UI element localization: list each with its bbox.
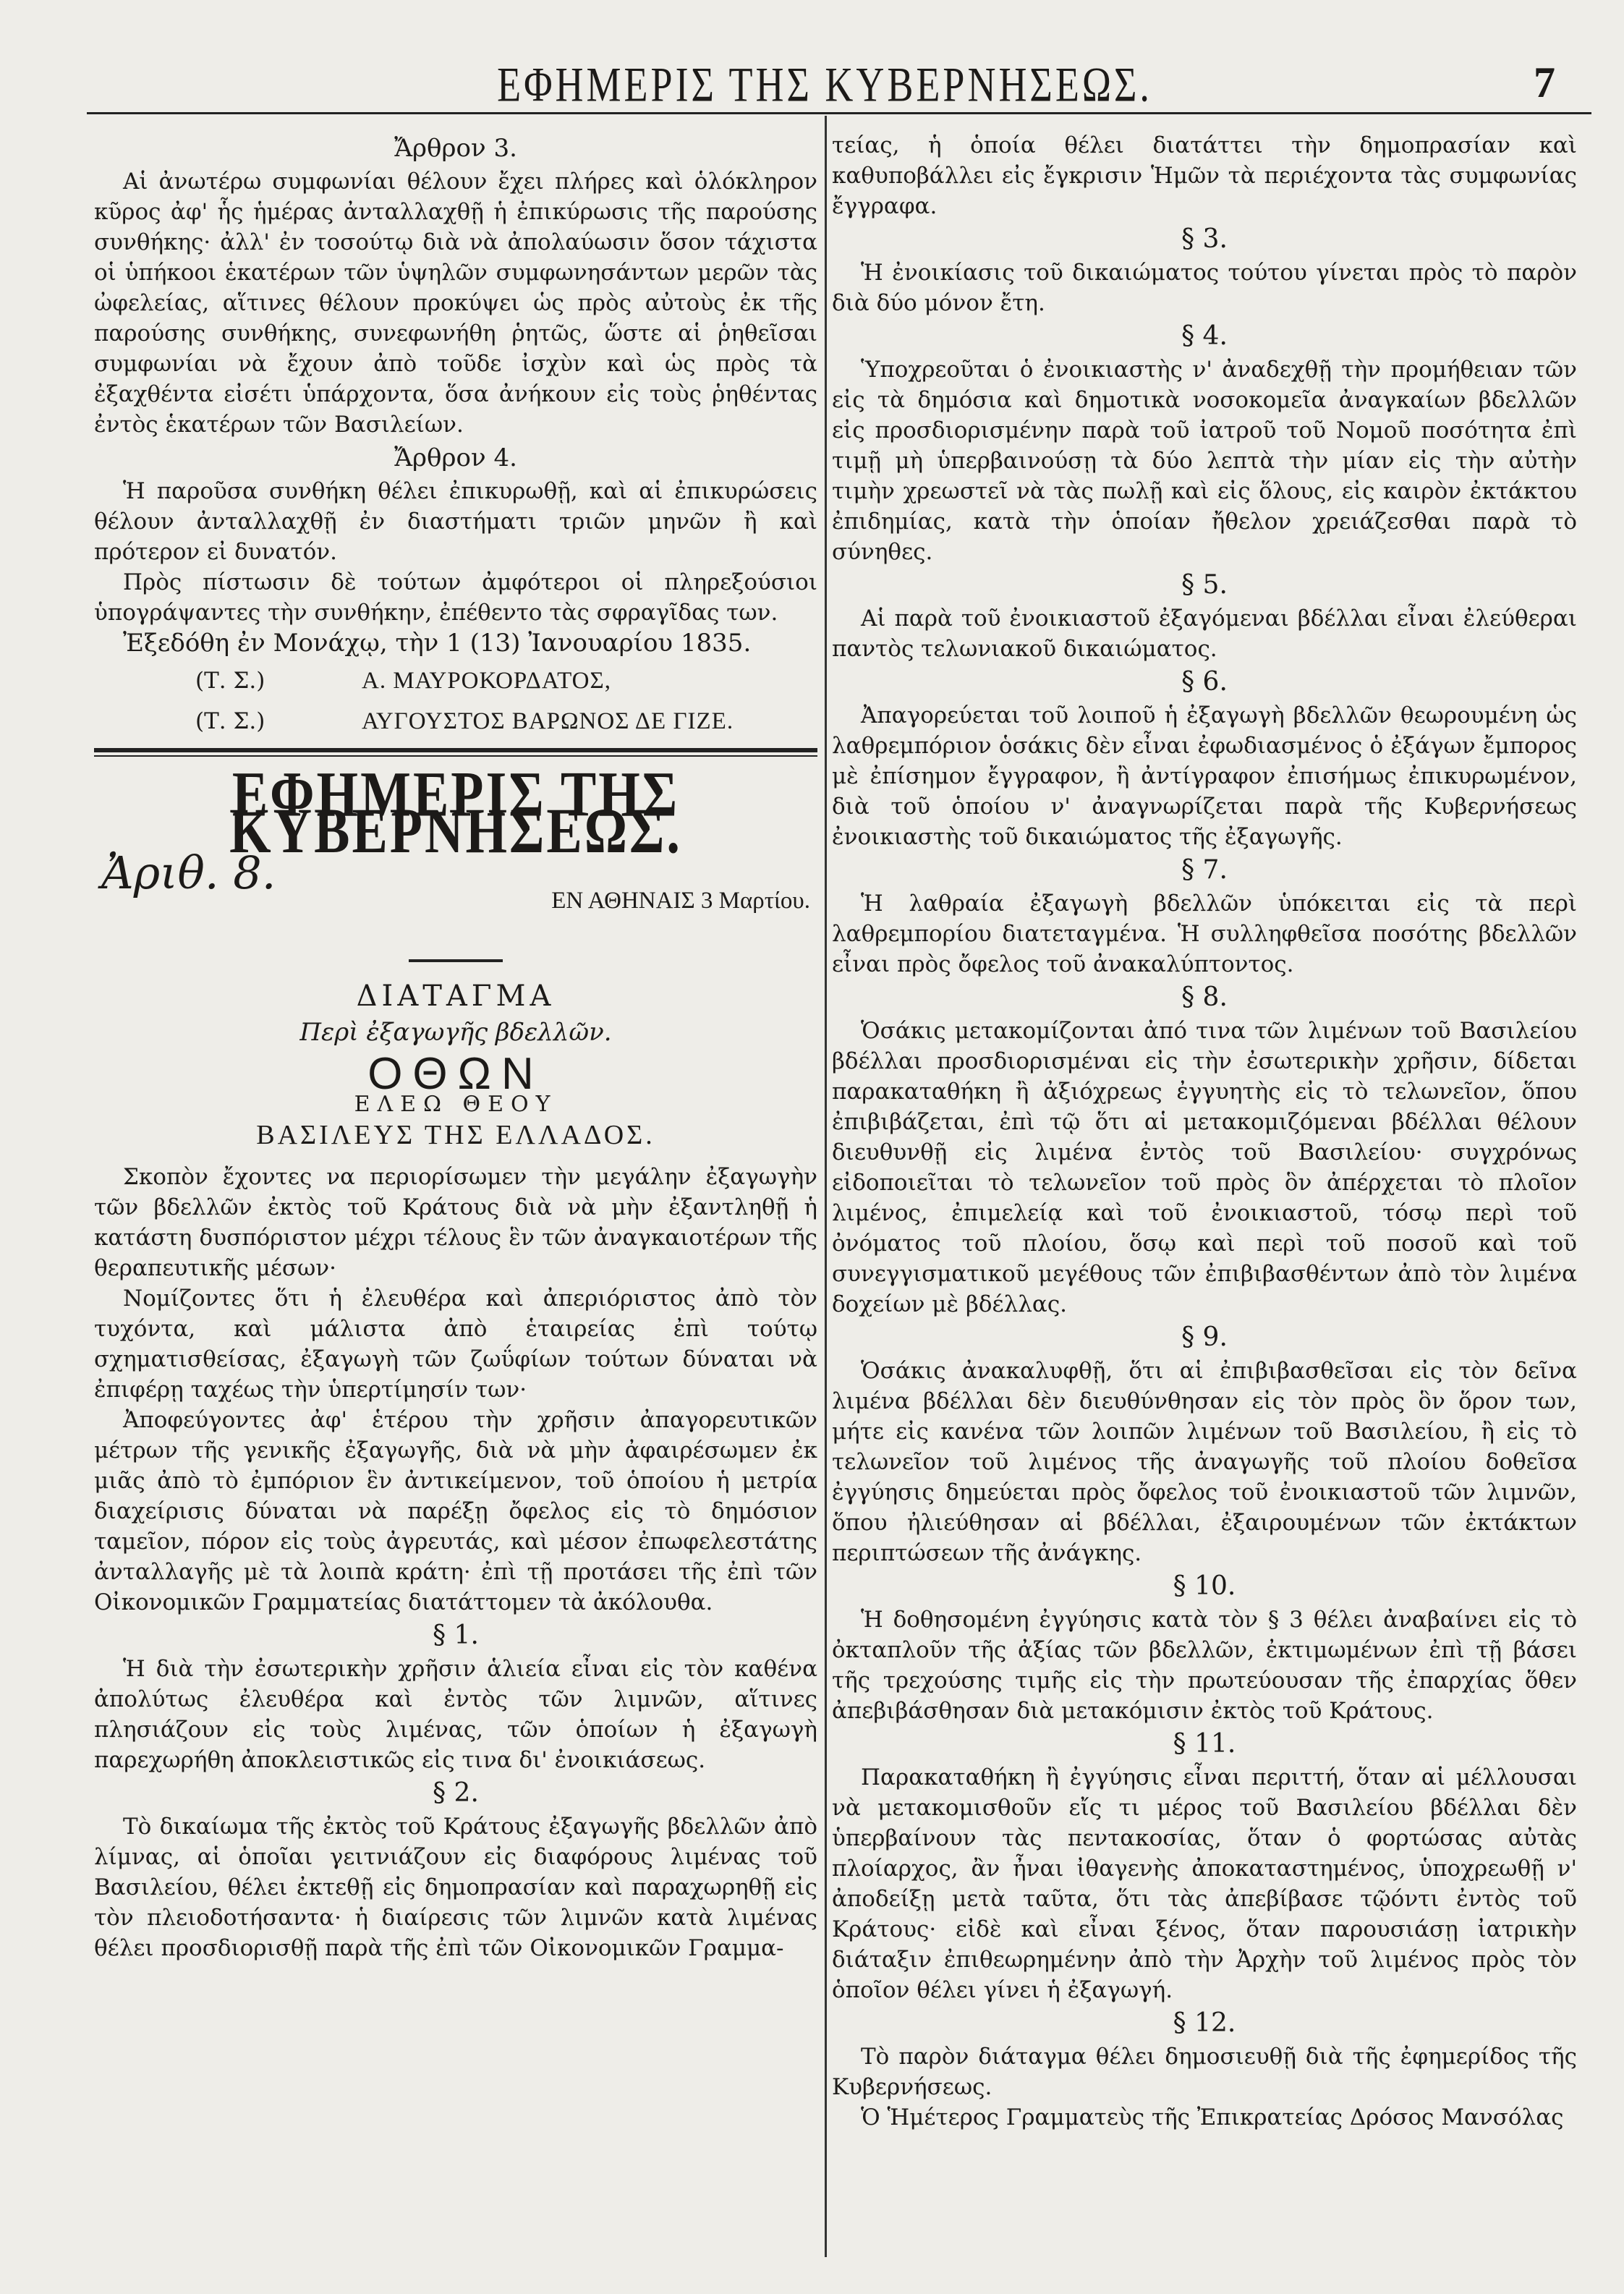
issue-row bbox=[94, 846, 817, 923]
section-4-heading: § 4. bbox=[1181, 321, 1228, 351]
decree-title: ΔΙΑΤΑΓΜΑ bbox=[356, 980, 556, 1013]
section-8-heading: § 8. bbox=[1181, 982, 1228, 1012]
section-6-text: Ἀπαγορεύεται τοῦ λοιποῦ ἡ ἐξαγωγὴ βδελλῶν θεωρουμένη ὡς λαθρεμπόριον ὁσάκις δὲν εἶναι ἐφωδιασμένος ὁ ἐξάγων ἔμπορος μὲ ἐπίσημον ἔγγραφον, ἢ ἀντίγραφον ἐπισήμως ἐπικυρωμένον, διὰ τοῦ ὁποίου ν' ἀναγνωρίζεται παρὰ τῆς Κυβερνήσεως ἐνοικιαστὴς τοῦ δικαιώματος τῆς ἐξαγωγῆς. bbox=[832, 702, 1577, 850]
article-3-text: Αἱ ἀνωτέρω συμφωνίαι θέλουν ἔχει πλήρες καὶ ὁλόκληρον κῦρος ἀφ' ἧς ἡμέρας ἀνταλλαχθῇ ἡ ἐπικύρωσις τῆς παρούσης συνθήκης· ἀλλ' ἐν τοσούτῳ διὰ νὰ ἀπολαύωσιν ὅσον τάχιστα οἱ ὑπήκοοι ἑκατέρων τῶν ὑψηλῶν συμφωνησάντων μερῶν τὰς ὠφελείας, αἵτινες θέλουν προκύψει ὡς πρὸς αὐτοὺς ἐκ τῆς παρούσης συνθήκης, συνεφωνήθη ῥητῶς, ὥστε αἱ ῥηθεῖσαι συμφωνίαι νὰ ἔχουν ἀπὸ τοῦδε ἰσχὺν καὶ ὡς πρὸς τὰ ἐξαχθέντα εἰσέτι ὑπάρχοντα, ὅσα ἀνήκουν εἰς τοὺς ῥηθέντας ἐντὸς ἑκατέρων τῶν Βασιλείων. bbox=[94, 169, 817, 438]
section-2-heading: § 2. bbox=[433, 1778, 479, 1808]
preamble-paragraph: Σκοπὸν ἔχοντες να περιορίσωμεν τὴν μεγάλην ἐξαγωγὴν τῶν βδελλῶν ἐκτὸς τοῦ Κράτους διὰ νὰ μὴν ἐξαντληθῇ ἡ κατάστη δυσπόριστον μέχρι τέλους ἓν τῶν ἀναγκαιοτέρων τῆς θεραπευτικῆς μέσων· bbox=[94, 1164, 817, 1281]
issue-place-date: ΕΝ ΑΘΗΝΑΙΣ 3 Μαρτίου. bbox=[551, 888, 810, 914]
section-separator-rule bbox=[94, 748, 817, 757]
preamble-paragraph: Νομίζοντες ὅτι ἡ ἐλευθέρα καὶ ἀπεριόριστος ἀπὸ τὸν τυχόντα, καὶ μάλιστα ἀπὸ ἑταιρείας ἐπὶ τούτῳ σχηματισθείσας, ἐξαγωγὴ τῶν ζωΰφίων τούτων δύναται νὰ ἐπιφέρῃ ταχέως τὴν ὑπερτίμησίν των· bbox=[94, 1286, 817, 1403]
signatory-name: Α. ΜΑΥΡΟΚΟΡΔΑΤΟΣ, bbox=[362, 668, 611, 694]
short-rule bbox=[409, 959, 503, 962]
section-9-heading: § 9. bbox=[1181, 1322, 1228, 1352]
article-3-heading: Ἄρθρον 3. bbox=[394, 134, 517, 163]
section-4-text: Ὑποχρεοῦται ὁ ἐνοικιαστὴς ν' ἀναδεχθῇ τὴν προμήθειαν τῶν εἰς τὰ δημόσια καὶ δημοτικὰ νοσοκομεῖα ἀναγκαίων βδελλῶν εἰς προσδιορισμένην παρὰ τοῦ ἰατροῦ τοῦ Νομοῦ ποσότητα ἐπὶ τιμῇ μὴ ὑπερβαινούσῃ τὰ δύο λεπτὰ τὴν μίαν εἰς τὴν αὐτὴν τιμὴν χρεωστεῖ νὰ τὰς πωλῇ καὶ εἰς ὅλους, εἰς καιρὸν ἐκτάκτου ἐπιδημίας, κατὰ τὴν ὁποίαν ἤθελον χρειάζεσθαι παρὰ τὸ σύνηθες. bbox=[832, 357, 1577, 565]
section-12-heading: § 12. bbox=[1173, 2008, 1236, 2038]
section-1-heading: § 1. bbox=[433, 1620, 479, 1650]
signature-row bbox=[94, 706, 817, 736]
attestation-text: Πρὸς πίστωσιν δὲ τούτων ἀμφότεροι οἱ πληρεξούσιοι ὑπογράψαντες τὴν συνθήκην, ἐπέθεντο τὰς σφραγῖδας των. bbox=[94, 569, 817, 626]
section-10-text: Ἡ δοθησομένη ἐγγύησις κατὰ τὸν § 3 θέλει ἀναβαίνει εἰς τὸ ὀκταπλοῦν τῆς ἀξίας τῶν βδελλῶν, ἐκτιμωμένων ἐπὶ τῇ βάσει τῆς τρεχούσης τιμῆς εἰς τὴν πρωτεύουσαν τῆς ἐπαρχίας ὅθεν ἀπεβιβάσθησαν διὰ μετακόμισιν ἐκτὸς τοῦ Κράτους. bbox=[832, 1607, 1577, 1724]
section-2-continuation: τείας, ἡ ὁποία θέλει διατάττει τὴν δημοπρασίαν καὶ καθυποβάλλει εἰς ἔγκρισιν Ἡμῶν τὰ περιέχοντα τὰς συμφωνίας ἔγγραφα. bbox=[832, 132, 1577, 219]
seal-mark: (Τ. Σ.) bbox=[195, 708, 265, 734]
king-name: ΟΘΩΝ bbox=[367, 1049, 544, 1099]
running-header-title: ΕΦΗΜΕΡΙΣ ΤΗΣ ΚΥΒΕΡΝΗΣΕΩΣ. bbox=[497, 57, 1152, 112]
king-title: ΒΑΣΙΛΕΥΣ ΤΗΣ ΕΛΛΑΔΟΣ. bbox=[256, 1120, 655, 1150]
newspaper-masthead: ΕΦΗΜΕΡΙΣ ΤΗΣ ΚΥΒΕΡΝΗΣΕΩΣ. bbox=[229, 759, 682, 867]
section-3-text: Ἡ ἐνοικίασις τοῦ δικαιώματος τούτου γίνεται πρὸς τὸ παρὸν διὰ δύο μόνον ἔτη. bbox=[832, 260, 1577, 316]
section-11-text: Παρακαταθήκη ἢ ἐγγύησις εἶναι περιττή, ὅταν αἱ μέλλουσαι νὰ μετακομισθοῦν εἴς τι μέρος τοῦ Βασιλείου βδέλλαι δὲν ὑπερβαίνουν τὰς πεντακοσίας, ὅταν ὁ φορτώσας αὐτὰς πλοίαρχος, ἂν ἦναι ἰθαγενὴς ἀποκαταστημένος, ὑποχρεωθῇ ν' ἀποδείξῃ μετὰ ταῦτα, ὅτι τὰς ἀπεβίβασε τῷόντι ἐντὸς τοῦ Κράτους· εἰδὲ καὶ εἶναι ξένος, ὅταν παρουσιάσῃ ἰατρικὴν διάταξιν ἐπιθεωρημένην ἀπὸ τὴν Ἀρχὴν τοῦ λιμένος πρὸς τὸν ὁποῖον θέλει γίνει ἡ ἐξαγωγή. bbox=[832, 1764, 1577, 2003]
section-7-text: Ἡ λαθραία ἐξαγωγὴ βδελλῶν ὑπόκειται εἰς τὰ περὶ λαθρεμπορίου διατεταγμένα. Ἡ συλληφθεῖσα ποσότης βδελλῶν εἶναι πρὸς ὄφελος τοῦ ἀνακαλύπτοντος. bbox=[832, 891, 1577, 977]
section-1-text: Ἡ διὰ τὴν ἐσωτερικὴν χρῆσιν ἁλιεία εἶναι εἰς τὸν καθένα ἀπολύτως ἐλευθέρα καὶ ἐντὸς τῶν λιμνῶν, αἵτινες πλησιάζουν εἰς τοὺς λιμένας, τῶν ὁποίων ἡ ἐξαγωγὴ παρεχωρήθη ἀποκλειστικῶς εἰς τινα δι' ἐνοικιάσεως. bbox=[94, 1656, 817, 1773]
issued-date-text: Ἐξεδόθη ἐν Μονάχῳ, τὴν 1 (13) Ἰανουαρίου 1835. bbox=[123, 629, 752, 658]
section-5-heading: § 5. bbox=[1181, 570, 1228, 600]
section-7-heading: § 7. bbox=[1181, 855, 1228, 885]
seal-mark: (Τ. Σ.) bbox=[195, 668, 265, 694]
section-11-heading: § 11. bbox=[1173, 1729, 1236, 1759]
right-column bbox=[832, 130, 1577, 2133]
header-rule bbox=[87, 112, 1591, 114]
signatory-name: ΑΥΓΟΥΣΤΟΣ ΒΑΡΩΝΟΣ ΔΕ ΓΙΖΕ. bbox=[362, 708, 734, 734]
issue-number: Ἀριθ. 8. bbox=[101, 846, 276, 899]
article-4-text: Ἡ παροῦσα συνθήκη θέλει ἐπικυρωθῇ, καὶ αἱ ἐπικυρώσεις θέλουν ἀνταλλαχθῇ ἐν διαστήματι τριῶν μηνῶν ἢ καὶ πρότερον εἰ δυνατόν. bbox=[94, 478, 817, 565]
signature-row bbox=[94, 666, 817, 696]
article-4-heading: Ἄρθρον 4. bbox=[394, 443, 517, 472]
section-6-heading: § 6. bbox=[1181, 667, 1228, 697]
closing-signature-line: Ὁ Ἡμέτερος Γραμματεὺς τῆς Ἐπικρατείας Δρόσος Μανσόλας bbox=[861, 2104, 1564, 2131]
section-12-text: Τὸ παρὸν διάταγμα θέλει δημοσιευθῇ διὰ τῆς ἐφημερίδος τῆς Κυβερνήσεως. bbox=[832, 2044, 1577, 2100]
section-3-heading: § 3. bbox=[1181, 224, 1228, 254]
section-5-text: Αἱ παρὰ τοῦ ἐνοικιαστοῦ ἐξαγόμεναι βδέλλαι εἶναι ἐλεύθεραι παντὸς τελωνιακοῦ δικαιώματος. bbox=[832, 606, 1577, 662]
decree-subject: Περὶ ἐξαγωγῆς βδελλῶν. bbox=[299, 1018, 612, 1047]
page-number: 7 bbox=[1534, 59, 1555, 106]
left-column bbox=[94, 130, 817, 1963]
preamble-paragraph: Ἀποφεύγοντες ἀφ' ἑτέρου τὴν χρῆσιν ἀπαγορευτικῶν μέτρων τῆς γενικῆς ἐξαγωγῆς, διὰ νὰ μὴν ἀφαιρέσωμεν ἐκ μιᾶς ἀπὸ τὸ ἐμπόριον ἓν ἀντικείμενον, τοῦ ὁποίου ἡ μετρία διαχείρισις δύναται νὰ παρέξῃ ὄφελος εἰς τὸ δημόσιον ταμεῖον, πόρον εἰς τοὺς ἀγρευτάς, καὶ μέσον ἐπωφελεστάτης ἀνταλλαγῆς μὲ τὰ λοιπὰ κράτη· ἐπὶ τῇ προτάσει τῆς ἐπὶ τῶν Οἰκονομικῶν Γραμματείας διατάττομεν τὰ ἀκόλουθα. bbox=[94, 1407, 817, 1615]
king-grace: ΕΛΕΩ ΘΕΟΥ bbox=[354, 1092, 558, 1117]
section-2-text: Τὸ δικαίωμα τῆς ἐκτὸς τοῦ Κράτους ἐξαγωγῆς βδελλῶν ἀπὸ λίμνας, αἱ ὁποῖαι γειτνιάζουν εἰς διαφόρους λιμένας τοῦ Βασιλείου, θέλει ἐκτεθῇ εἰς δημοπρασίαν καὶ παραχωρηθῇ εἰς τὸν πλειοδοτήσαντα· ἡ διαίρεσις τῶν λιμνῶν κατὰ λιμένας θέλει προσδιορισθῇ παρὰ τῆς ἐπὶ τῶν Οἰκονομικῶν Γραμμα- bbox=[94, 1814, 817, 1961]
section-9-text: Ὁσάκις ἀνακαλυφθῇ, ὅτι αἱ ἐπιβιβασθεῖσαι εἰς τὸν δεῖνα λιμένα βδέλλαι δὲν διευθύνθησαν εἰς τὸν πρὸς ὃν ὅρον των, μήτε εἰς κανένα τῶν λοιπῶν λιμένων τοῦ Βασιλείου, ἢ εἰς τὸ τελωνεῖον τοῦ λιμένος τῆς ἀναγωγῆς τοῦ πλοίου δοθεῖσα ἐγγύησις δημεύεται πρὸς ὄφελος τοῦ ἐνοικιαστοῦ τῶν λιμνῶν, ὅπου ἠλιεύθησαν αἱ βδέλλαι, ἐξαιρουμένων τῶν ἐκτάκτων περιπτώσεων τῆς ἀνάγκης. bbox=[832, 1358, 1577, 1566]
section-10-heading: § 10. bbox=[1173, 1571, 1236, 1601]
column-divider bbox=[825, 116, 827, 2257]
section-8-text: Ὁσάκις μετακομίζονται ἀπό τινα τῶν λιμένων τοῦ Βασιλείου βδέλλαι προσδιορισμέναι εἰς τὴν ἐσωτερικὴν χρῆσιν, δίδεται παρακαταθήκη ἢ ἀξιόχρεως ἐγγυητὴς εἰς τὸ τελωνεῖον, ὅπου ἐπιβιβάζεται, ἐπὶ τῷ ὅτι αἱ μετακομιζόμεναι βδέλλαι θέλουν διευθυνθῇ εἰς λιμένα ἐντὸς τοῦ Βασιλείου· συγχρόνως εἰδοποιεῖται τὸ τελωνεῖον τοῦ πρὸς ὃν ἀπέρχεται τὸ πλοῖον λιμένος, ἐπιμελείᾳ καὶ τοῦ ἐνοικιαστοῦ, τόσῳ περὶ τοῦ ὀνόματος τοῦ πλοίου, ὅσῳ καὶ περὶ τοῦ ποσοῦ καὶ τοῦ συνεγγισματικοῦ μεγέθους τῶν ἐπιβιβασθέντων ἀπὸ τὸν λιμένα δοχείων μὲ βδέλλας. bbox=[832, 1018, 1577, 1317]
